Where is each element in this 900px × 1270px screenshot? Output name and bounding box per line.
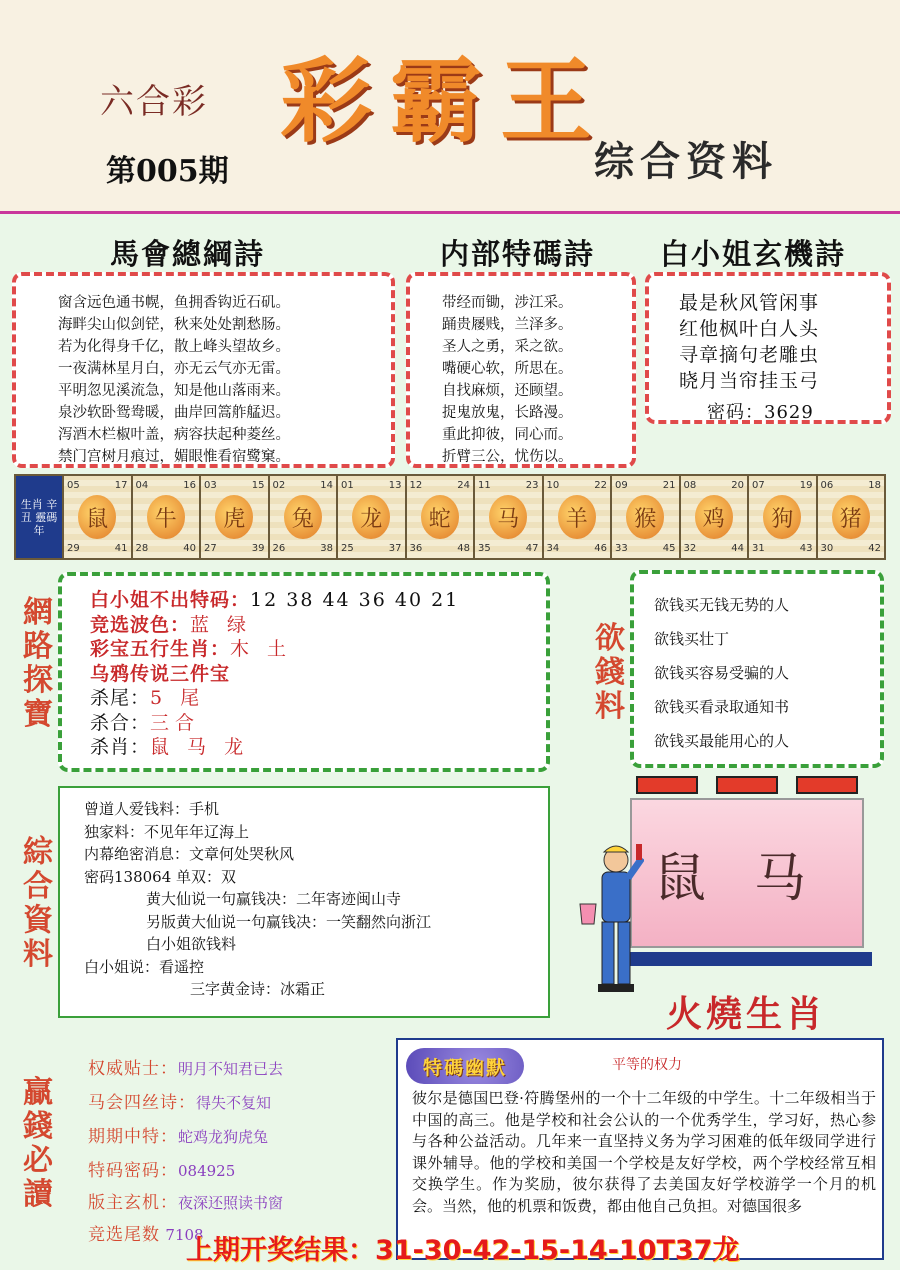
zodiac-number: 14 [320, 480, 333, 491]
tip-key: 竞选波色： [90, 613, 191, 636]
win-row [88, 1122, 268, 1147]
monkey-icon: 猴 [626, 495, 664, 539]
billboard-light [716, 776, 778, 794]
money-item: 欲钱买看录取通知书 [654, 698, 790, 716]
win-key: 期期中特： [88, 1127, 178, 1147]
zodiac-number: 44 [731, 543, 744, 554]
billboard-light [636, 776, 698, 794]
tip-row [90, 662, 546, 687]
poem-line: 寻章摘句老雕虫 [679, 344, 820, 366]
zodiac-number: 46 [594, 543, 607, 554]
dragon-icon: 龙 [352, 495, 390, 539]
comp-row: 三字黄金诗：冰霜正 [190, 980, 326, 998]
zodiac-number: 39 [251, 543, 265, 554]
poem-line: 泻酒木栏椒叶盖，病容扶起种菱丝。 [58, 427, 290, 443]
comp-row: 白小姐说：看遥控 [84, 957, 205, 976]
money-item: 欲钱买无钱无势的人 [654, 596, 790, 614]
zodiac-number: 35 [478, 543, 491, 554]
poem-line: 窗含远色通书幌，鱼拥香钩近石矶。 [58, 295, 290, 311]
fire-zodiac-title: 火燒生肖 [666, 993, 827, 1035]
zodiac-cell [336, 476, 405, 558]
issue-number: 第005期 [106, 154, 229, 189]
poem-line: 嘴硬心软，所思在。 [442, 361, 573, 377]
story-badge [406, 1048, 524, 1084]
story-badge-text: 特碼幽默 [422, 1056, 507, 1079]
tip-row [90, 711, 546, 736]
win-value: 明月不知君已去 [178, 1060, 284, 1078]
win-row [88, 1156, 235, 1181]
side-label-comprehensive: 綜合資料 [23, 835, 53, 972]
tip-row [90, 735, 546, 760]
comp-row: 白小姐欲钱料 [146, 935, 237, 953]
billboard-base [624, 952, 872, 966]
goat-icon: 羊 [558, 495, 596, 539]
tip-key: 杀合： [90, 711, 151, 734]
section-title-special-poem: 内部特碼詩 [440, 237, 596, 271]
comp-row: 黄大仙说一句赢钱决：二年寄迹闽山寺 [146, 890, 402, 908]
zodiac-number: 11 [478, 480, 491, 491]
zodiac-cell [62, 476, 131, 558]
zodiac-number: 32 [683, 543, 697, 554]
side-label-money: 欲錢料 [595, 621, 625, 724]
tip-value: 鼠 马 龙 [150, 736, 250, 758]
money-item: 欲钱买壮丁 [654, 630, 730, 648]
tip-key: 乌鸦传说三件宝 [90, 662, 231, 685]
tip-row [90, 588, 546, 613]
section-title-mystery-poem: 白小姐玄機詩 [660, 237, 847, 271]
poem-line: 一夜满林星月白，亦无云气亦无雷。 [58, 361, 290, 377]
zodiac-cell [542, 476, 611, 558]
zodiac-cell [131, 476, 200, 558]
zodiac-number: 24 [457, 480, 470, 491]
zodiac-number: 04 [135, 480, 149, 491]
zodiac-number: 05 [67, 480, 80, 491]
poem-line: 圣人之勇，采之欲。 [442, 339, 573, 355]
billboard [624, 776, 874, 976]
zodiac-number: 13 [388, 480, 402, 491]
zodiac-number: 40 [183, 543, 196, 554]
money-item: 欲钱买容易受骗的人 [654, 664, 790, 682]
poem-line: 折臂三公，忧伤以。 [442, 449, 573, 465]
zodiac-number: 42 [868, 543, 881, 554]
tip-key: 白小姐不出特码： [90, 589, 251, 611]
zodiac-number: 12 [409, 480, 423, 491]
zodiac-cell [405, 476, 474, 558]
win-value: 084925 [178, 1162, 236, 1180]
zodiac-number: 36 [409, 543, 423, 554]
zodiac-number: 01 [341, 480, 354, 491]
brand-title: 彩霸王 [280, 47, 611, 155]
tip-value: 5 尾 [150, 687, 206, 709]
zodiac-number: 10 [546, 480, 560, 491]
page-subtitle: 综合资料 [594, 138, 778, 185]
tip-key: 彩宝五行生肖： [90, 638, 231, 660]
zodiac-number: 19 [799, 480, 813, 491]
zodiac-number: 41 [114, 543, 128, 554]
last-draw-result: 上期开奖结果：31-30-42-15-14-10T37龙 [186, 1235, 740, 1266]
rooster-icon: 鸡 [695, 495, 733, 539]
poem-line: 平明忽见溪流急，知是他山落雨来。 [58, 383, 290, 399]
zodiac-strip [14, 474, 886, 560]
tip-key: 杀肖： [90, 736, 151, 758]
zodiac-cell [199, 476, 268, 558]
poem-box-middle [406, 272, 636, 468]
zodiac-number: 38 [320, 543, 333, 554]
zodiac-number: 20 [731, 480, 744, 491]
win-row [88, 1188, 283, 1213]
zodiac-number: 29 [67, 543, 80, 554]
win-value: 蛇鸡龙狗虎兔 [178, 1128, 269, 1146]
money-item: 欲钱买最能用心的人 [654, 732, 790, 750]
zodiac-number: 34 [546, 543, 560, 554]
zodiac-number: 21 [662, 480, 676, 491]
poem-line: 重此抑彼，同心而。 [442, 427, 573, 443]
poem-line: 泉沙软卧鸳鸯暖，曲岸回篙舴艋迟。 [58, 405, 290, 421]
snake-icon: 蛇 [421, 495, 459, 539]
zodiac-cell [679, 476, 748, 558]
comp-row: 独家料：不见年年辽海上 [84, 822, 250, 841]
zodiac-number: 09 [615, 480, 628, 491]
poem-box-right [645, 272, 891, 424]
money-box [630, 570, 884, 768]
story-text: 彼尔是德国巴登·符腾堡州的一个十二年级的中学生。十二年级相当于中国的高三。他是学校和社会公认的一个优秀学生，学习好，热心参与各种公益活动。几年来一直坚持义务为学习困难的低年级同学进行课外辅导。他的学校和美国一个学校是友好学校，两个学校经常互相交换学生。作为奖励，彼尔获得了去美国友好学校游学一个月的机会。当然，他的机票和饭费，都由他自己负担。对德国很多 [412, 1089, 876, 1215]
zodiac-number: 45 [662, 543, 676, 554]
billboard-text: 鼠马 [654, 849, 855, 909]
tip-value: 三合 [150, 711, 201, 734]
tip-value: 12 38 44 36 40 21 [250, 589, 460, 611]
comprehensive-box [58, 786, 550, 1018]
rabbit-icon: 兔 [284, 495, 322, 539]
zodiac-number: 27 [204, 543, 217, 554]
comp-row: 另版黄大仙说一句赢钱决：一笑翻然向浙江 [146, 912, 432, 931]
story-title: 平等的权力 [612, 1057, 682, 1073]
poem-password: 密码：3629 [707, 402, 814, 423]
comp-row: 密码138064 单双：双 [84, 867, 237, 886]
painter-icon [572, 838, 644, 998]
zodiac-number: 18 [868, 480, 881, 491]
zodiac-cell [610, 476, 679, 558]
tiger-icon: 虎 [215, 495, 253, 539]
tip-value: 木 土 [230, 638, 293, 660]
win-key: 特码密码： [88, 1161, 178, 1181]
zodiac-number: 23 [525, 480, 539, 491]
tip-key: 杀尾： [90, 687, 151, 709]
poem-line: 捉鬼放鬼，长路漫。 [442, 405, 573, 421]
zodiac-number: 43 [799, 543, 813, 554]
story-box [396, 1038, 884, 1260]
zodiac-number: 02 [272, 480, 286, 491]
win-row [88, 1088, 271, 1113]
win-key: 马会四丝诗： [88, 1093, 196, 1113]
tip-row [90, 686, 546, 711]
section-title-horse-poem: 馬會總綱詩 [110, 237, 266, 271]
dog-icon: 狗 [763, 495, 801, 539]
poem-line: 海畔尖山似剑铓，秋来处处割愁肠。 [58, 317, 290, 333]
tips-box [58, 572, 550, 772]
zodiac-number: 15 [251, 480, 265, 491]
side-label-tips: 網路探寶 [23, 595, 53, 732]
zodiac-number: 30 [820, 543, 834, 554]
zodiac-number: 37 [388, 543, 402, 554]
zodiac-cell [473, 476, 542, 558]
billboard-light [796, 776, 858, 794]
brand-small-title: 六合彩 [100, 82, 208, 122]
poem-line: 自找麻烦，还顾望。 [442, 383, 573, 399]
zodiac-cell [816, 476, 885, 558]
poem-line: 红他枫叶白人头 [679, 318, 820, 340]
zodiac-cell [747, 476, 816, 558]
zodiac-number: 26 [272, 543, 286, 554]
zodiac-number: 03 [204, 480, 217, 491]
win-key: 竞选尾数 [88, 1225, 160, 1245]
comp-row: 曾道人爱钱料：手机 [84, 800, 220, 818]
poem-line: 带经而锄，涉江采。 [442, 295, 573, 311]
zodiac-cell [268, 476, 337, 558]
zodiac-number: 17 [114, 480, 128, 491]
poem-line: 禁门宫树月痕过，媚眼惟看宿鹭窠。 [58, 449, 290, 465]
zodiac-number: 33 [615, 543, 628, 554]
win-key: 权威贴士： [88, 1059, 178, 1079]
win-value: 7108 [165, 1226, 204, 1244]
poem-line: 晓月当帘挂玉弓 [679, 370, 820, 392]
zodiac-number: 47 [525, 543, 539, 554]
tip-row [90, 613, 546, 638]
page-header [0, 0, 900, 214]
tip-row [90, 637, 546, 662]
zodiac-number: 31 [752, 543, 765, 554]
zodiac-label: 生肖 辛丑 靈碼 年 [16, 476, 62, 558]
zodiac-number: 07 [752, 480, 765, 491]
side-label-win: 贏錢必讀 [23, 1075, 53, 1212]
win-row [88, 1054, 283, 1079]
zodiac-number: 16 [183, 480, 196, 491]
zodiac-number: 48 [457, 543, 470, 554]
poem-box-left [12, 272, 395, 468]
poem-line: 若为化得身千亿，散上峰头望故乡。 [58, 339, 290, 355]
win-value: 夜深还照读书窗 [178, 1194, 284, 1212]
comp-row: 内幕绝密消息：文章何处哭秋风 [84, 845, 295, 863]
zodiac-number: 22 [594, 480, 607, 491]
pig-icon: 猪 [832, 495, 870, 539]
win-value: 得失不复知 [196, 1094, 272, 1112]
poem-line: 踊贵屦贱，兰泽多。 [442, 317, 573, 333]
ox-icon: 牛 [147, 495, 185, 539]
tip-value: 蓝 绿 [190, 613, 253, 636]
rat-icon: 鼠 [78, 495, 116, 539]
zodiac-number: 25 [341, 543, 354, 554]
zodiac-number: 08 [683, 480, 697, 491]
zodiac-number: 28 [135, 543, 149, 554]
poem-line: 最是秋风管闲事 [679, 292, 820, 314]
horse-icon: 马 [489, 495, 527, 539]
win-key: 版主玄机： [88, 1193, 178, 1213]
zodiac-number: 06 [820, 480, 834, 491]
